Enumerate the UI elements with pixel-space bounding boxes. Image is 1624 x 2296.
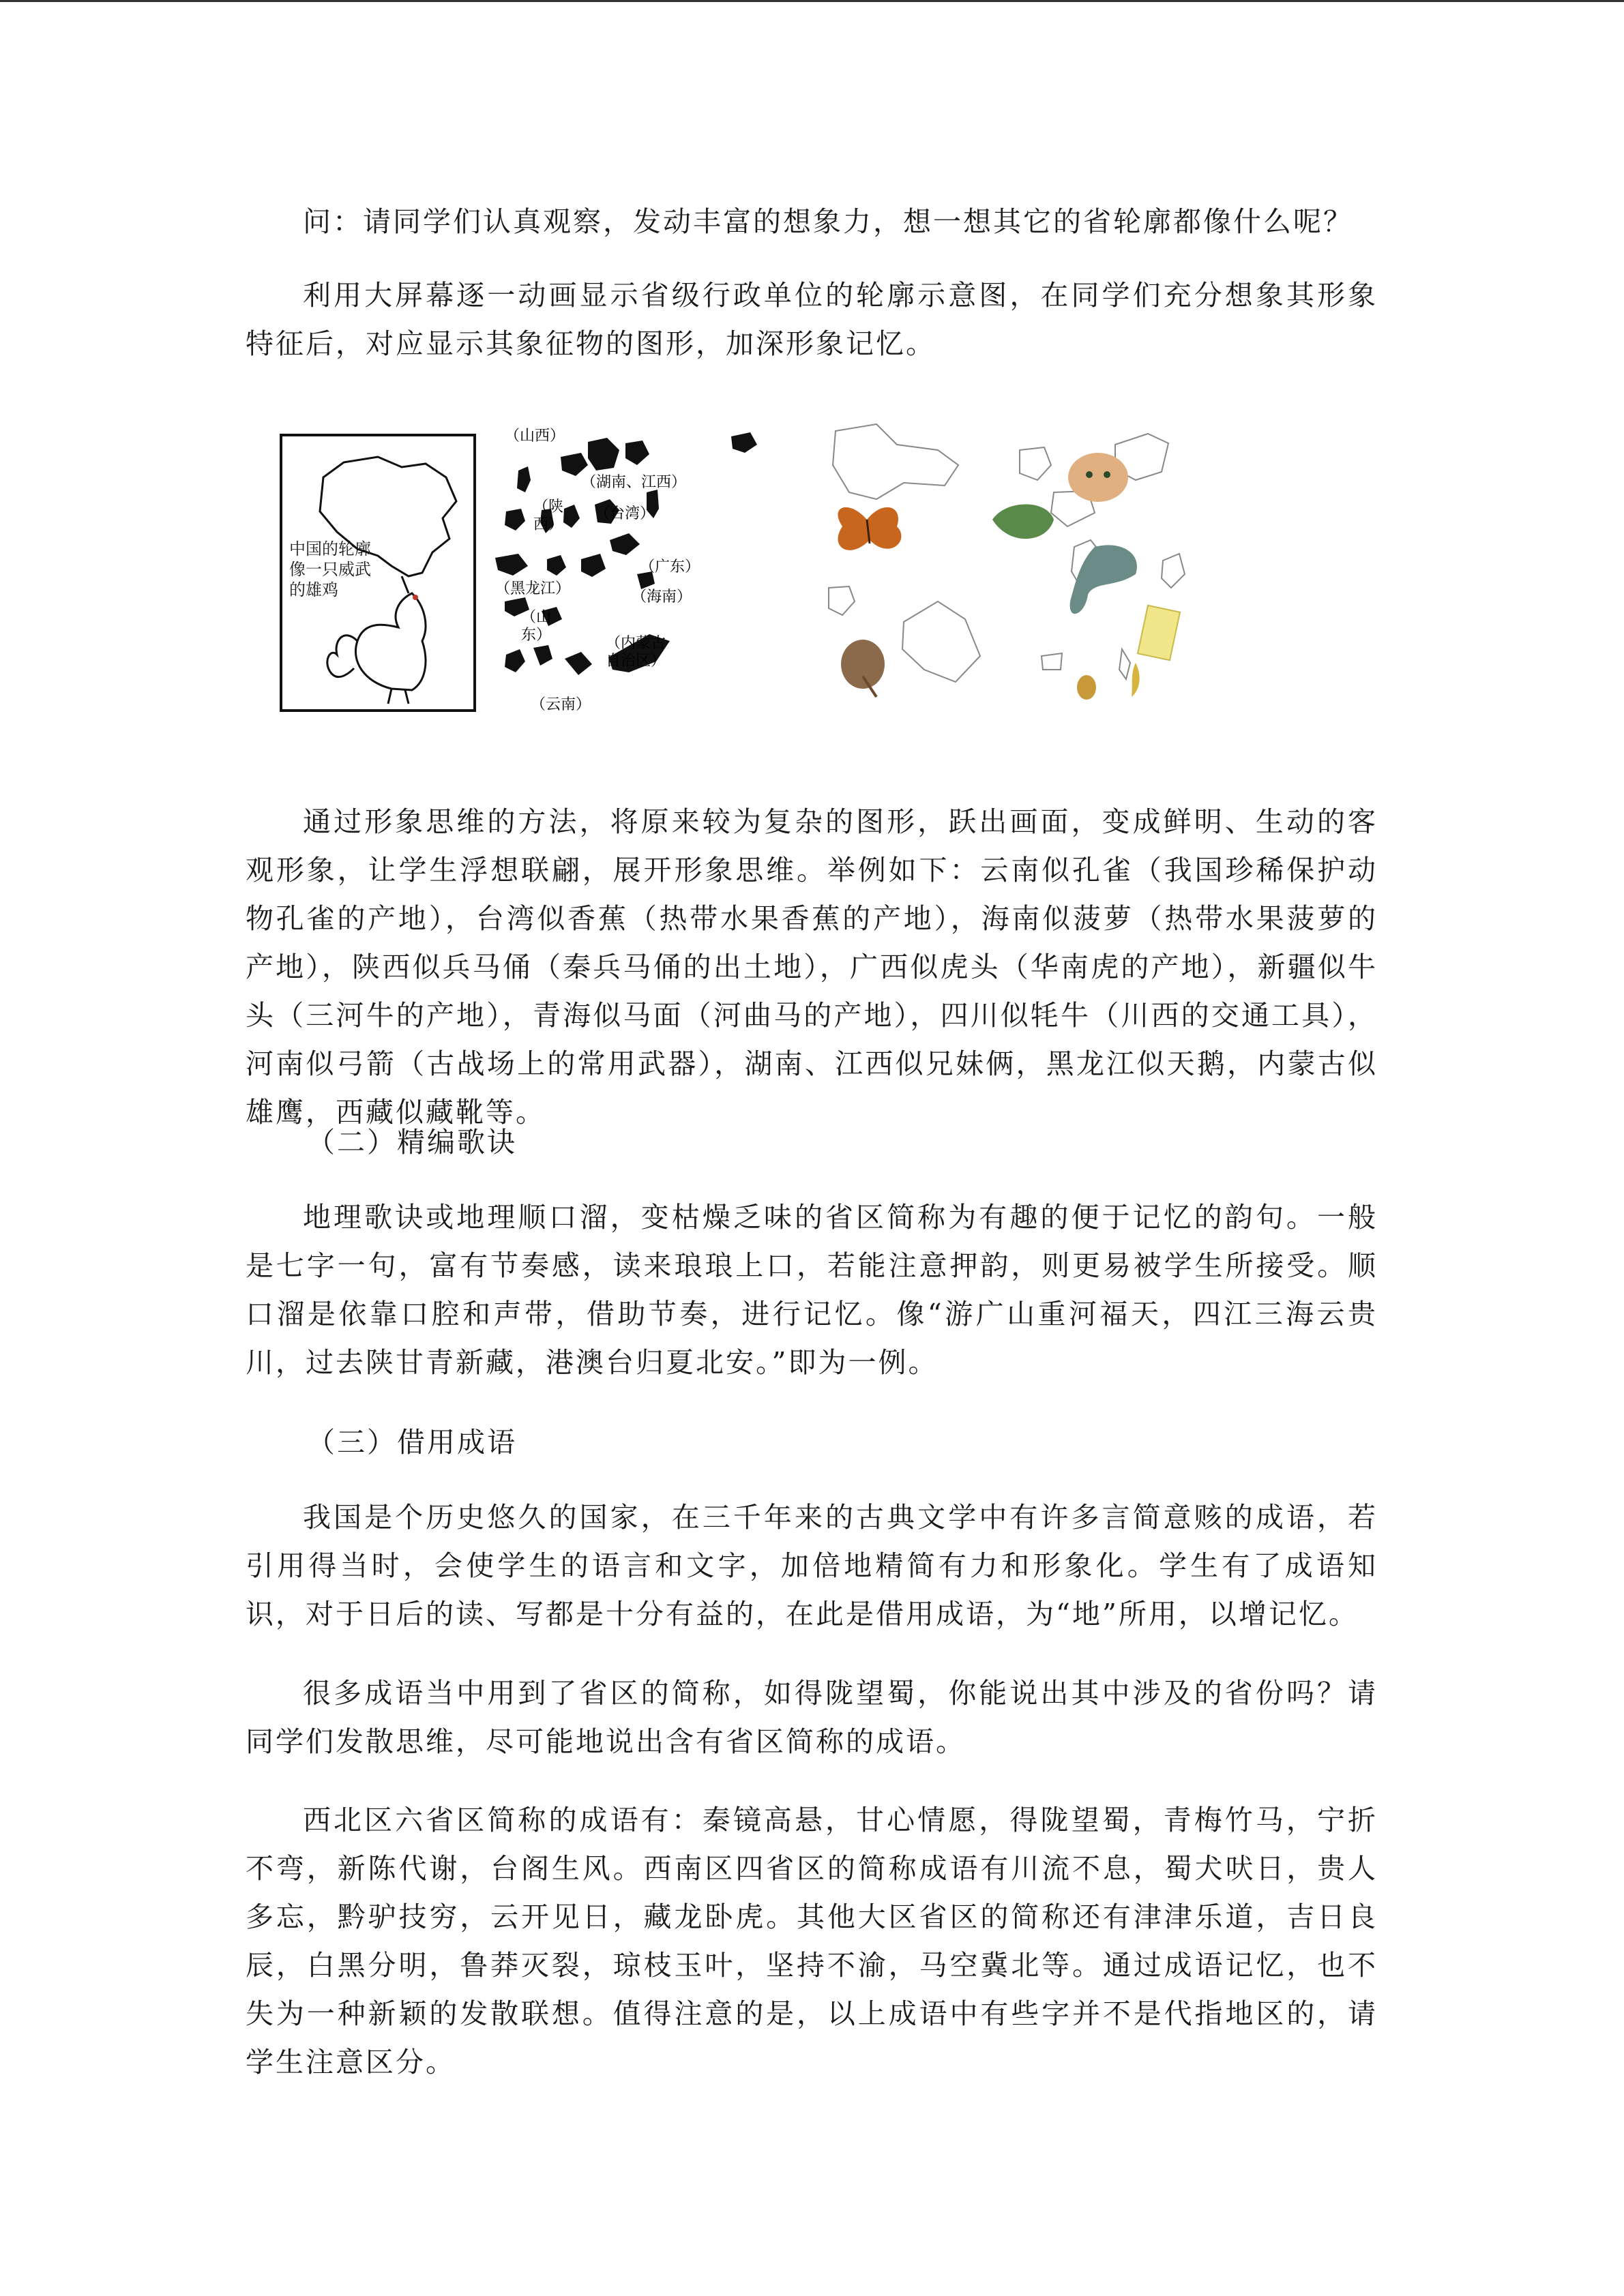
province-symbols [822, 417, 1272, 723]
paragraph-3: 地理歌诀或地理顺口溜，变枯燥乏味的省区简称为有趣的便于记忆的韵句。一般是七字一句，富有节奏感，读来琅琅上口，若能注意押韵，则更易被学生所接受。顺口溜是依靠口腔和声带，借助节奏，进行记忆。像“游广山重河福天，四江三海云贵川，过去陕甘青新藏，港澳台归夏北安。”即为一例。 [246, 1201, 1378, 1379]
jiangxi-shape [625, 441, 649, 465]
figure-province-symbols [822, 417, 1272, 723]
label-shaanxi-1: （陕 [533, 498, 564, 516]
banana-icon [1132, 663, 1140, 697]
shape-i [565, 652, 592, 675]
guangdong-shape [610, 533, 640, 555]
shape-g [505, 649, 525, 672]
label-yunnan: （云南） [531, 696, 591, 713]
label-guangdong: （广东） [640, 558, 700, 576]
section-heading-3: （三）借用成语 [307, 1426, 517, 1459]
caption-line: 像一只威武 [289, 560, 371, 579]
rooster-comb-icon [413, 595, 418, 600]
shanxi-shape [517, 466, 531, 492]
label-shandong-1: （山 [521, 609, 552, 626]
heilongjiang-shape [495, 554, 528, 576]
shape-a [505, 509, 525, 531]
cat-icon [1068, 453, 1128, 502]
paragraph-2: 通过形象思维的方法，将原来较为复杂的图形，跃出画面，变成鲜明、生动的客观形象，让学生浮想联翩，展开形象思维。举例如下：云南似孔雀（我国珍稀保护动物孔雀的产地），台湾似香蕉（热带水果香蕉的产地），海南似菠萝（热带水果菠萝的产地），陕西似兵马俑（秦兵马俑的出土地），广西似虎头（华南虎的产地），新疆似牛头（三河牛的产地），青海似马面（河曲马的产地），四川似牦牛（川西的交通工具），河南似弓箭（古战场上的常用武器），湖南、江西似兄妹俩，黑龙江似天鹅，内蒙古似雄鹰，西藏似藏靴等。 [246, 805, 1378, 1129]
figure-province-silhouettes [486, 423, 758, 723]
paragraph-1: 利用大屏幕逐一动画显示省级行政单位的轮廓示意图，在同学们充分想象其形象特征后，对应显示其象征物的图形，加深形象记忆。 [246, 279, 1378, 360]
paragraph-4: 我国是个历史悠久的国家，在三千年来的古典文学中有许多言简意赅的成语，若引用得当时，会使学生的语言和文字，加倍地精简有力和形象化。学生有了成语知识，对于日后的读、写都是十分有益的，在此是借用成语，为“地”所用，以增记忆。 [246, 1501, 1378, 1630]
shape-e [581, 554, 606, 577]
outline-1 [833, 424, 958, 499]
gourd-icon [1070, 545, 1137, 614]
outline-9 [1119, 649, 1130, 679]
label-neimenggu-1: （内蒙古 [606, 635, 666, 652]
caption-line: 中国的轮廓 [289, 539, 371, 558]
figure-china-rooster [280, 434, 476, 712]
label-shaanxi-2: 西） [533, 516, 564, 533]
leaf-icon [992, 505, 1054, 539]
label-heilongjiang: （黑龙江） [495, 580, 571, 597]
caption-line: 的雄鸡 [289, 580, 338, 599]
shape-c [563, 505, 580, 528]
outline-6 [902, 601, 980, 682]
pineapple-icon [1077, 675, 1096, 700]
outline-10 [1162, 554, 1185, 588]
shape-d [547, 555, 566, 576]
outline-2 [1020, 447, 1051, 480]
shape-h [533, 645, 552, 666]
shape-j [731, 432, 757, 453]
question-2: 很多成语当中用到了省区的简称，如得陇望蜀，你能说出其中涉及的省份吗？请同学们发散思维，尽可能地说出含有省区简称的成语。 [246, 1677, 1378, 1758]
label-neimenggu-2: 自治区） [606, 653, 666, 670]
label-hainan: （海南） [632, 588, 692, 606]
butterfly-icon [838, 507, 901, 550]
top-border [0, 0, 1624, 2]
province-silhouettes [486, 423, 758, 723]
question-1: 问：请同学们认真观察，发动丰富的想象力，想一想其它的省轮廓都像什么呢？ [303, 205, 1353, 238]
outline-7 [829, 586, 855, 615]
figure1-caption [289, 539, 371, 600]
label-shandong-2: 东） [521, 627, 552, 644]
label-shanxi: （山西） [505, 428, 565, 445]
paragraph-5: 西北区六省区简称的成语有：秦镜高悬，甘心情愿，得陇望蜀，青梅竹马，宁折不弯，新陈代谢，台阁生风。西南区四省区的简称成语有川流不息，蜀犬吠日，贵人多忘，黔驴技穷，云开见日，藏龙卧虎。其他大区省区的简称还有津津乐道，吉日良辰，白黑分明，鲁莽灭裂，琼枝玉叶，坚持不渝，马空冀北等。通过成语记忆，也不失为一种新颖的发散联想。值得注意的是，以上成语中有些字并不是代指地区的，请学生注意区分。 [246, 1804, 1378, 2078]
label-taiwan: （台湾） [595, 505, 655, 522]
section-heading-2: （二）精编歌诀 [307, 1126, 517, 1159]
label-hunan-jiangxi: （湖南、江西） [581, 474, 687, 491]
shaanxi-shape-top [561, 453, 588, 476]
hunan-shape [588, 438, 619, 471]
book-icon [1138, 606, 1180, 660]
peacock-icon [841, 640, 885, 697]
outline-8 [1042, 653, 1062, 670]
